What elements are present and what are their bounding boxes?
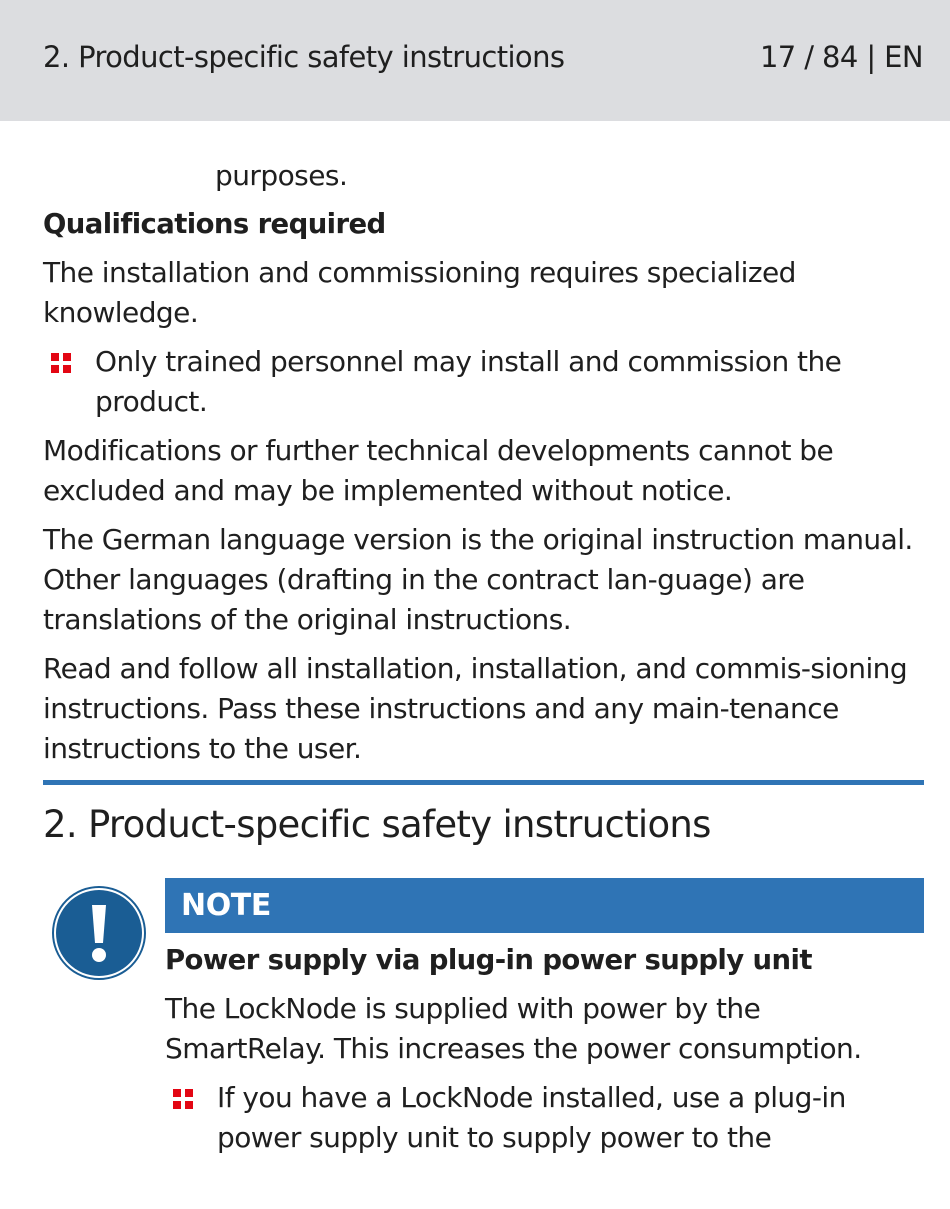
note-title: Power supply via plug-in power supply unit — [165, 943, 812, 976]
header-page-info: 17 / 84 | EN — [759, 40, 923, 74]
note-body — [165, 878, 924, 1158]
header-section-title: 2. Product-specific safety instructions — [43, 40, 565, 74]
note-box — [43, 878, 925, 1158]
list-item-trained-personnel — [43, 342, 925, 422]
page-content — [43, 156, 925, 1158]
continuation-text: purposes. — [215, 159, 348, 192]
exclamation-circle-icon — [51, 885, 147, 981]
section-divider — [43, 780, 924, 785]
bullet-text: Only trained personnel may install and commission the product. — [95, 345, 842, 418]
page-header — [0, 0, 950, 121]
modifications-paragraph: Modifications or further technical developments cannot be excluded and may be implemented without notice. — [43, 434, 834, 507]
list-item-power-supply — [165, 1078, 924, 1158]
note-text: The LockNode is supplied with power by the SmartRelay. This increases the power consumption. — [165, 991, 862, 1065]
qualifications-heading: Qualifications required — [43, 208, 386, 240]
section-heading: 2. Product-specific safety instructions — [43, 803, 711, 846]
note-label: NOTE — [165, 878, 924, 933]
german-version-paragraph: The German language version is the original instruction manual. Other languages (drafting in the contract lan-guage) are translations of the original instructions. — [43, 523, 913, 636]
bullet-icon — [173, 1089, 193, 1109]
read-follow-paragraph: Read and follow all installation, installation, and commis-sioning instructions. Pass these instructions and any main-tenance instructions to the user. — [43, 652, 908, 765]
bullet-text: If you have a LockNode installed, use a plug-in power supply unit to supply power to the — [217, 1080, 846, 1154]
qualifications-paragraph: The installation and commissioning requires specialized knowledge. — [43, 256, 796, 329]
bullet-icon — [51, 353, 71, 373]
